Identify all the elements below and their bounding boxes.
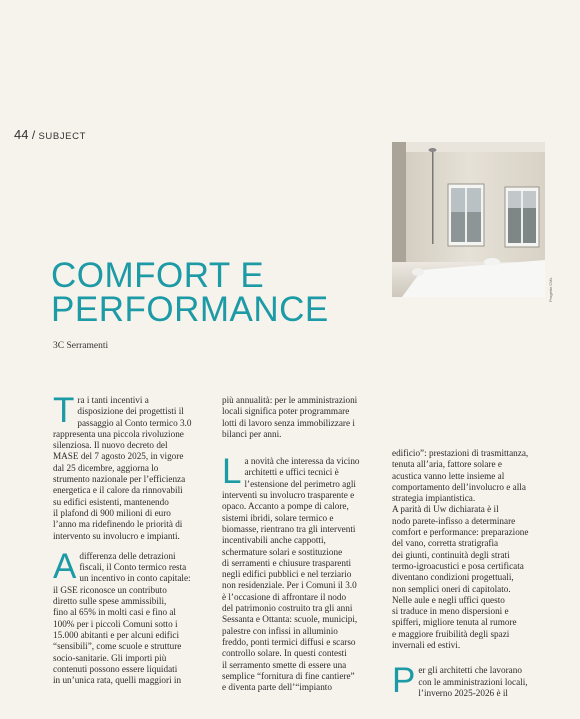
text-line: contenuti possono essere liquidati (53, 663, 178, 674)
text-line: si traduce in meno dispersioni e (392, 606, 509, 617)
text-line: “sensibili”, come scuole e strutture (53, 641, 182, 652)
text-line: a novità che interessa da vicino (244, 456, 360, 467)
text-column-3 (392, 448, 532, 708)
title-line-2: PERFORMANCE (51, 290, 329, 329)
folio-separator: / (31, 128, 36, 142)
text-line: passaggio al Conto termico 3.0 (77, 417, 192, 428)
text-line: dal 25 dicembre, aggiorna lo (53, 462, 159, 473)
text-line: rappresenta una piccola rivoluzione (53, 428, 184, 439)
text-line: architetti e uffici tecnici è (244, 467, 339, 478)
text-line: 100% per i piccoli Comuni sotto i (53, 618, 178, 629)
text-line: il serramento smette di essere una (222, 659, 347, 670)
page-folio (14, 127, 86, 142)
text-line: diventano condizioni progettuali, (392, 572, 514, 583)
text-line: e diventa parte dell’“impianto (222, 682, 332, 693)
page-number: 44 (14, 127, 29, 142)
drop-cap: P (392, 661, 416, 701)
text-line: il GSE riconosce un contributo (53, 584, 167, 595)
text-line: invernali ed estivi. (392, 640, 461, 651)
text-line: schermature solari e sostituzione (222, 546, 343, 557)
text-line: nodo parete-infisso a determinare (392, 515, 516, 526)
drop-cap: L (222, 452, 242, 492)
text-line: energetica e il calore da rinnovabili (53, 485, 183, 496)
text-line: controllo solare. In questi contesti (222, 648, 347, 659)
text-line: lotti di lavoro senza immobilizzare i (222, 417, 355, 428)
text-line: strumento nazionale per l’efficienza (53, 474, 186, 485)
text-line: di serramenti e chiusure trasparenti (222, 557, 352, 568)
text-line: del vano, corretta stratigrafia (392, 538, 499, 549)
text-line: silenziosa. Il nuovo decreto del (53, 440, 168, 451)
paragraph (392, 661, 532, 701)
text-line: l’anno ma ridefinendo le priorità di (53, 519, 183, 530)
text-column-2 (222, 395, 362, 702)
section-label: SUBJECT (38, 131, 86, 142)
text-line: fiscali, il Conto termico resta (79, 562, 187, 573)
paragraph (53, 546, 193, 687)
interior-photo (392, 142, 545, 297)
text-line: differenza delle detrazioni (79, 550, 176, 561)
paragraph (222, 395, 362, 440)
text-line: dei giunti, continuità degli strati (392, 549, 510, 560)
text-line: MASE del 7 agosto 2025, in vigore (53, 451, 184, 462)
text-line: acustica vanno lette insieme al (392, 470, 505, 481)
text-line: non semplici oneri di capitolato. (392, 583, 511, 594)
text-line: Sessanta e Ottanta: scuole, municipi, (222, 614, 358, 625)
text-line: palestre con infissi in alluminio (222, 625, 338, 636)
text-line: in un’unica rata, quelli maggiori in (53, 675, 182, 686)
text-line: er gli architetti che lavorano (418, 665, 522, 676)
article-title (51, 256, 329, 329)
paragraph (392, 448, 532, 651)
text-line: Nelle aule e negli uffici questo (392, 594, 505, 605)
article-author: 3C Serramenti (53, 341, 109, 351)
text-line: disposizione dei progettisti il (77, 406, 184, 417)
text-line: 15.000 abitanti e per alcuni edifici (53, 629, 180, 640)
paragraph (53, 391, 193, 542)
text-line: edificio”: prestazioni di trasmittanza, (392, 448, 529, 458)
text-line: comportamento dell’involucro e alla (392, 481, 526, 492)
text-line: diretto sulle spese ammissibili, (53, 596, 167, 607)
drop-cap: A (53, 546, 77, 586)
text-line: fino al 65% in molti casi e fino al (53, 607, 176, 618)
photo-credit: Progetto CML (548, 277, 553, 302)
text-line: termo-igroacustici e posa certificata (392, 560, 524, 571)
text-line: l’inverno 2025-2026 è il (418, 687, 508, 698)
text-line: il plafond di 900 milioni di euro (53, 507, 171, 518)
title-line-1: COMFORT E (51, 256, 265, 295)
text-line: negli edifici pubblici e nel terziario (222, 569, 352, 580)
text-line: semplice “fornitura di fine cantiere” (222, 670, 355, 681)
text-line: freddo, ponti termici diffusi e scarso (222, 636, 356, 647)
text-line: tenuta all’aria, fattore solare e (392, 459, 502, 470)
text-line: socio-sanitarie. Gli importi più (53, 652, 167, 663)
text-line: non residenziale. Per i Comuni il 3.0 (222, 580, 357, 591)
text-line: locali significa poter programmare (222, 406, 350, 417)
text-line: spifferi, migliore tenuta al rumore (392, 617, 517, 628)
text-line: è l’occasione di affrontare il nodo (222, 591, 347, 602)
text-column-1 (53, 391, 193, 695)
text-line: un incentivo in conto capitale: (79, 573, 191, 584)
text-line: su edifici esistenti, mantenendo (53, 496, 169, 507)
text-line: più annualità: per le amministrazioni (222, 395, 358, 405)
text-line: ra i tanti incentivi a (77, 395, 149, 405)
text-line: incentivabili anche cappotti, (222, 535, 326, 546)
text-line: del patrimonio costruito tra gli anni (222, 603, 353, 614)
text-line: e maggiore fruibilità degli spazi (392, 628, 510, 639)
text-line: l’estensione del perimetro agli (244, 478, 356, 489)
drop-cap: T (53, 391, 75, 430)
text-line: A parità di Uw dichiarata è il (392, 504, 499, 515)
text-line: opaco. Accanto a pompe di calore, (222, 501, 349, 512)
text-line: con le amministrazioni locali, (418, 676, 528, 687)
text-line: biomasse, rientrano tra gli interventi (222, 523, 356, 534)
text-line: interventi su involucro trasparente e (222, 490, 355, 501)
text-line: comfort e performance: preparazione (392, 527, 529, 538)
text-line: intervento su involucro e impianti. (53, 530, 180, 541)
paragraph (222, 452, 362, 693)
text-line: bilanci per anni. (222, 428, 282, 439)
text-line: sistemi ibridi, solare termico e (222, 512, 334, 523)
text-line: strategia impiantistica. (392, 493, 476, 504)
